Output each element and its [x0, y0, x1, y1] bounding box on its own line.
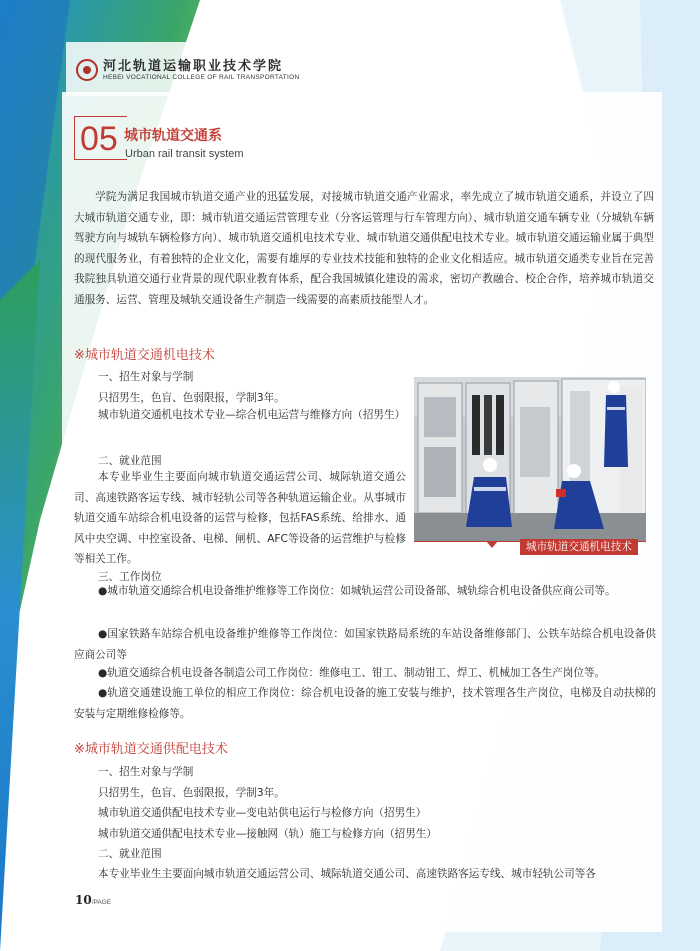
major2-direction-1: 城市轨道交通供配电技术专业—变电站供电运行与检修方向（招男生） [98, 807, 427, 819]
major1-enroll-heading: 一、招生对象与学制 [98, 371, 194, 383]
major1-enroll-text: 只招男生，色盲、色弱限报，学制3年。 [98, 392, 285, 404]
major2-employ-text: 本专业毕业生主要面向城市轨道交通运营公司、城际轨道交通公司、高速铁路客运专线、城市轻轨公司等各 [98, 868, 596, 880]
section-subtitle-en: Urban rail transit system [125, 148, 244, 160]
major1-jobs-heading: 三、工作岗位 [98, 571, 162, 583]
intro-paragraph: 学院为满足我国城市轨道交通产业的迅猛发展，对接城市轨道交通产业需求，率先成立了城市轨道交通系，并设立了四大城市轨道交通专业，即：城市轨道交通运营管理专业（分客运管理与行车管理方向）、城市轨道交通车辆专业（分城轨车辆驾驶方向与城轨车辆检修方向）、城市轨道交通机电技术专业、城市轨道交通供配电技术专业。城市轨道交通运输业属于典型的现代服务业，有着独特的企业文化，需要有雄厚的专业技术技能和独特的企业文化相适应。城市轨道交通类专业旨在完善我院独具轨道交通行业背景的现代职业教育体系，配合我国城镇化建设的需求，密切产教融合、校企合作，培养城市轨道交通服务、运营、管理及城轨交通设备生产制造一线需要的高素质技能型人才。 [74, 191, 654, 306]
major1-job-3: ●轨道交通综合机电设备各制造公司工作岗位：维修电工、钳工、制动钳工、焊工、机械加工各生产岗位等。 [98, 667, 606, 679]
major1-job-2: ●国家铁路车站综合机电设备维护维修等工作岗位：如国家铁路局系统的车站设备维修部门、公铁车站综合机电设备供应商公司等 [74, 628, 656, 661]
major1-employ-heading: 二、就业范围 [98, 455, 162, 467]
electromechanical-photo [414, 377, 646, 541]
major2-enroll-heading: 一、招生对象与学制 [98, 766, 194, 778]
major1-direction: 城市轨道交通机电技术专业—综合机电运营与维修方向（招男生） [98, 409, 406, 421]
major1-employ-text: 本专业毕业生主要面向城市轨道交通运营公司、城际轨道交通公司、高速铁路客运专线、城市轻轨公司等各种轨道运输企业。从事城市轨道交通车站综合机电设备的运营与检修，包括FAS系统、给排水、通风中央空调、中控室设备、电梯、闸机、AFC等设备的运营维护与检修等相关工作。 [74, 471, 406, 566]
section-title: 城市轨道交通系 [124, 128, 222, 144]
major1-job-4: ●轨道交通建设施工单位的相应工作岗位：综合机电设备的施工安装与维护，技术管理各生产岗位，电梯及自动扶梯的安装与定期维修检修等。 [74, 687, 656, 720]
major2-enroll-text: 只招男生，色盲、色弱限报，学制3年。 [98, 787, 285, 799]
major2-employ-heading: 二、就业范围 [98, 848, 162, 860]
major2-title: ※城市轨道交通供配电技术 [74, 742, 228, 757]
school-logo [76, 56, 300, 84]
major2-direction-2: 城市轨道交通供配电技术专业—接触网（轨）施工与检修方向（招男生） [98, 828, 437, 840]
page-number [75, 893, 111, 907]
page-number-value: 10 [75, 893, 92, 907]
school-name-cn: 河北轨道运输职业技术学院 [103, 58, 284, 74]
school-name-en: HEBEI VOCATIONAL COLLEGE OF RAIL TRANSPORTATION [103, 73, 300, 81]
caption-marker-icon [486, 541, 498, 548]
photo-caption: 城市轨道交通机电技术 [520, 539, 638, 555]
school-seal-icon [76, 59, 98, 81]
page-label: /PAGE [91, 899, 112, 906]
section-number: 05 [80, 120, 118, 158]
major1-title: ※城市轨道交通机电技术 [74, 348, 215, 363]
major1-job-1: ●城市轨道交通综合机电设备维护维修等工作岗位：如城轨运营公司设备部、城轨综合机电设备供应商公司等。 [98, 585, 616, 597]
